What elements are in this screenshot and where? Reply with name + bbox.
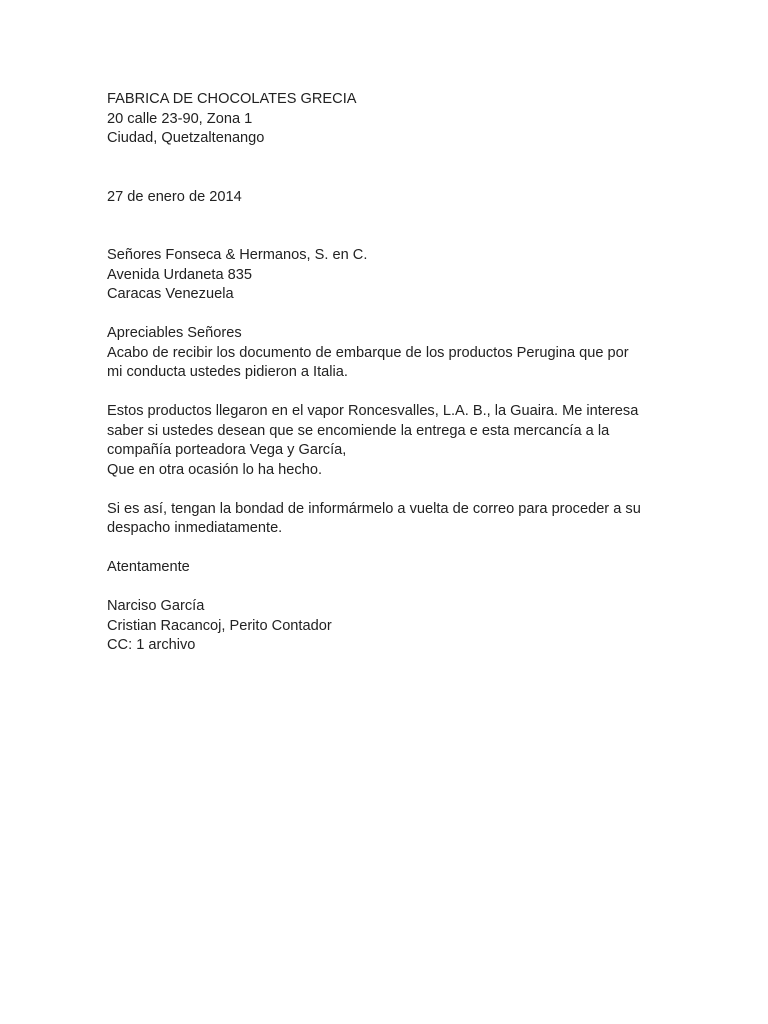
paragraph-2-line-3: compañía porteadora Vega y García, bbox=[107, 442, 347, 458]
recipient-city: Caracas Venezuela bbox=[107, 286, 234, 302]
closing: Atentamente bbox=[107, 559, 190, 575]
paragraph-3-line-2: despacho inmediatamente. bbox=[107, 520, 283, 536]
closing-block bbox=[107, 558, 707, 578]
sender-city: Ciudad, Quetzaltenango bbox=[107, 130, 265, 146]
paragraph-2-line-4: Que en otra ocasión lo ha hecho. bbox=[107, 461, 323, 478]
paragraph-2-line-2: saber si ustedes desean que se encomiende la entrega e esta mercancía a la bbox=[107, 422, 610, 439]
salutation-and-paragraph-1 bbox=[107, 324, 707, 383]
recipient-address: Avenida Urdaneta 835 bbox=[107, 266, 252, 283]
cc-line: CC: 1 archivo bbox=[107, 637, 196, 653]
salutation: Apreciables Señores bbox=[107, 325, 242, 341]
recipient-block bbox=[107, 246, 707, 305]
signature-name: Narciso García bbox=[107, 598, 205, 614]
paragraph-2-line-1: Estos productos llegaron en el vapor Roncesvalles, L.A. B., la Guaira. Me interesa bbox=[107, 403, 639, 419]
paragraph-2 bbox=[107, 402, 707, 480]
signature-secondary: Cristian Racancoj, Perito Contador bbox=[107, 617, 332, 634]
paragraph-3-line-1: Si es así, tengan la bondad de informármelo a vuelta de correo para proceder a su bbox=[107, 500, 641, 517]
sender-block bbox=[107, 90, 707, 149]
signature-block bbox=[107, 597, 707, 656]
letter-date: 27 de enero de 2014 bbox=[107, 188, 242, 205]
recipient-name: Señores Fonseca & Hermanos, S. en C. bbox=[107, 247, 368, 263]
sender-address: 20 calle 23-90, Zona 1 bbox=[107, 110, 253, 127]
sender-company: FABRICA DE CHOCOLATES GRECIA bbox=[107, 91, 357, 107]
paragraph-1-line-2: mi conducta ustedes pidieron a Italia. bbox=[107, 364, 348, 380]
paragraph-3 bbox=[107, 500, 707, 539]
letter-body bbox=[107, 90, 707, 656]
paragraph-1-line-1: Acabo de recibir los documento de embarque de los productos Perugina que por bbox=[107, 344, 629, 361]
date-block bbox=[107, 188, 707, 208]
